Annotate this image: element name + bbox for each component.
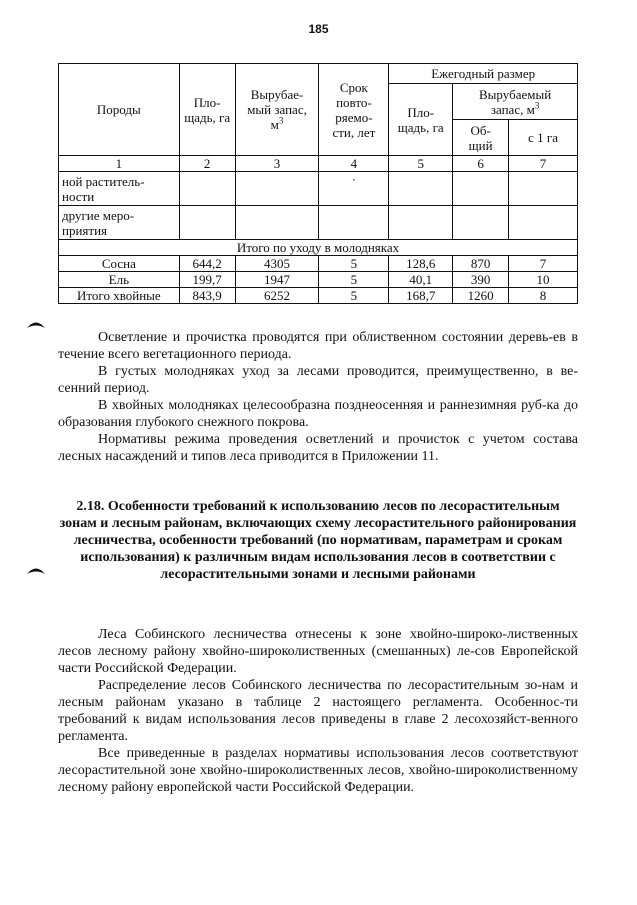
area-cell: 644,2 [179,256,235,272]
header-cut-stock-label: Вырубае- мый запас, м [247,87,307,132]
paragraph: Леса Собинского лесничества отнесены к зоне хвойно-широко-лиственных лесов лесному району хвойно-широколиственных (смешанных) ле-сов Европейской части Российской Федерации. [58,627,578,676]
table-row [59,172,578,206]
paragraph: Нормативы режима проведения осветлений и прочисток с учетом состава лесных насаждений и типов леса приводится в Приложении 11. [58,432,578,464]
header-area: Пло- щадь, га [179,64,235,156]
col-num: 7 [509,156,578,172]
annual-total-cell: 390 [453,272,509,288]
header-annual-stock [453,84,578,120]
paragraph: Распределение лесов Собинского лесничества по лесорастительным зо-нам и лесным районам указано в таблице 2 настоящего регламента. Особеннос-ти требований к видам использования лесов приведены в главе 2 лесохозяйст-венного регламента. [58,678,578,744]
table-row [59,256,578,272]
annual-area-cell: 40,1 [389,272,453,288]
annual-area-cell: 168,7 [389,288,453,304]
period-cell: 5 [319,288,389,304]
area-cell: 199,7 [179,272,235,288]
table-row [59,272,578,288]
annual-per-ha-cell: 7 [509,256,578,272]
header-annual-stock-label: Вырубаемый запас, м [479,86,552,117]
paragraph: В густых молодняках уход за лесами проводится, преимущественно, в ве-сенний период. [58,364,578,396]
body-text-bottom [58,626,578,796]
stock-cell: 1947 [235,272,319,288]
forest-table [58,63,578,304]
table-row [59,206,578,240]
header-annual-stock-sup: 3 [534,100,540,111]
header-species: Породы [59,64,180,156]
annual-total-cell: 870 [453,256,509,272]
annual-per-ha-cell: 10 [509,272,578,288]
col-num: 6 [453,156,509,172]
paragraph: Все приведенные в разделах нормативы использования лесов соответствуют лесорастительной зоне хвойно-широколиственных лесов, хвойно-широколиственному лесному району европейской части Российской Федерации. [58,746,578,795]
species-cell: Итого хвойные [59,288,180,304]
table-row [59,288,578,304]
period-cell: 5 [319,256,389,272]
body-text-top [58,329,578,465]
area-cell: 843,9 [179,288,235,304]
paragraph: Осветление и прочистка проводятся при облиственном состоянии деревь-ев в течение всего вегетационного периода. [58,330,578,362]
page-number: 185 [308,22,329,36]
paragraph: В хвойных молодняках целесообразна позднеосенняя и раннезимняя руб-ка до образования глубокого снежного покрова. [58,398,578,430]
header-annual-per-ha: с 1 га [509,120,578,156]
annual-total-cell: 1260 [453,288,509,304]
col-num: 2 [179,156,235,172]
stock-cell: 4305 [235,256,319,272]
row-period: · [319,172,389,206]
stock-cell: 6252 [235,288,319,304]
subtotal-row [59,240,578,256]
col-num: 5 [389,156,453,172]
binding-hole-mark [26,319,46,329]
col-num: 1 [59,156,180,172]
annual-area-cell: 128,6 [389,256,453,272]
header-annual-total: Об- щий [453,120,509,156]
species-cell: Сосна [59,256,180,272]
annual-per-ha-cell: 8 [509,288,578,304]
binding-hole-mark [26,565,46,575]
period-cell: 5 [319,272,389,288]
header-annual-area: Пло- щадь, га [389,84,453,156]
col-num: 4 [319,156,389,172]
species-cell: Ель [59,272,180,288]
header-annual-size: Ежегодный размер [389,64,578,84]
header-cut-stock [235,64,319,156]
column-number-row [59,156,578,172]
section-heading: 2.18. Особенности требований к использованию лесов по лесорастительным зонам и лесным районам, включающих схему лесорастительного районирования лесничества, особенности требований (по нормативам, параметрам и срокам использования) к различным видам использования лесов в соответствии с лесорастительными зонами и лесными районами [59,499,577,582]
row-label: другие меро- приятия [59,206,180,240]
header-period: Срок повто- ряемо- сти, лет [319,64,389,156]
subtotal-title: Итого по уходу в молодняках [59,240,578,256]
col-num: 3 [235,156,319,172]
header-cut-stock-sup: 3 [278,115,284,126]
row-label: ной раститель- ности [59,172,180,206]
